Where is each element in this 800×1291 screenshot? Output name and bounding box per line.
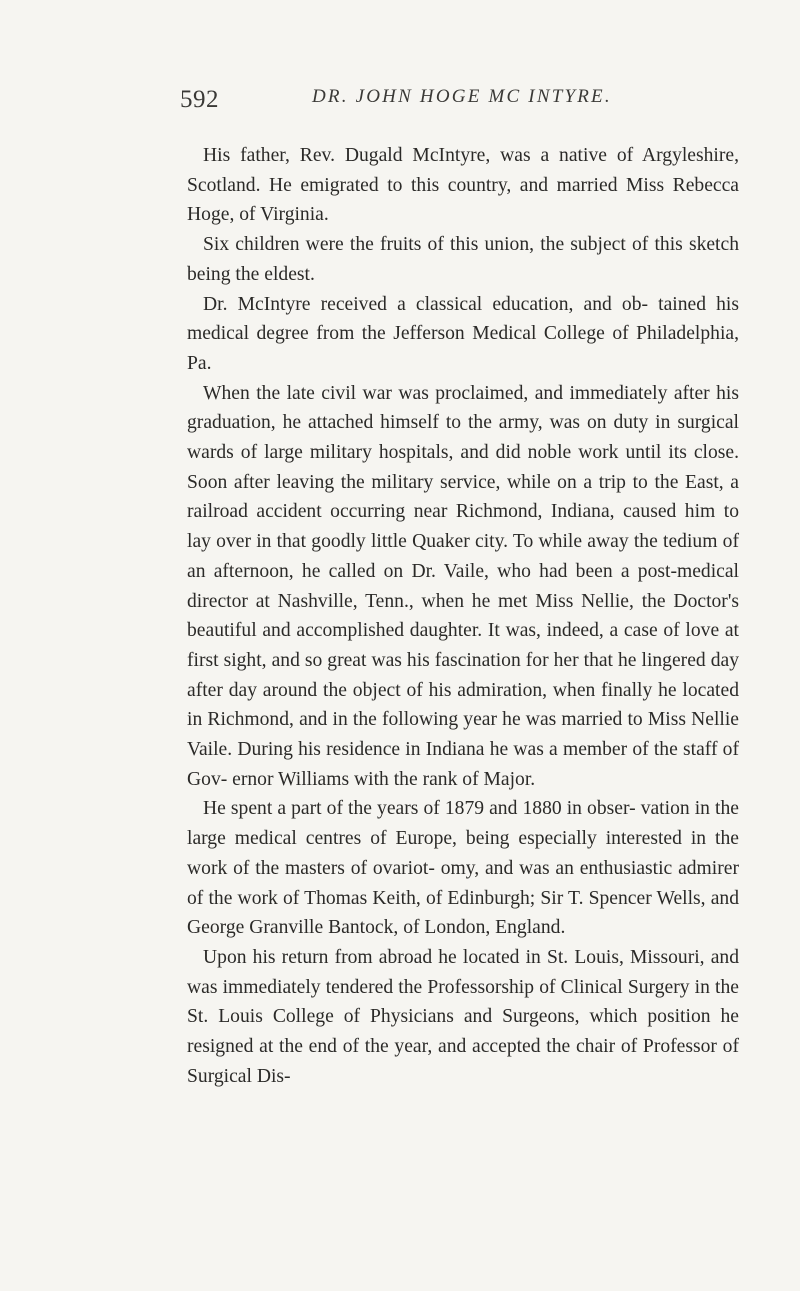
- paragraph-father: His father, Rev. Dugald McIntyre, was a native of Argyleshire, Scotland. He emigrated to this country, and married Miss Rebecca Hoge, of Virginia.: [187, 145, 739, 226]
- paragraph-education: Dr. McIntyre received a classical education, and ob- tained his medical degree from the Jefferson Medical College of Philadelphia, Pa.: [187, 293, 739, 374]
- body-text: [187, 141, 739, 1092]
- page-header: [180, 86, 740, 120]
- running-head: DR. JOHN HOGE MC INTYRE.: [312, 86, 612, 107]
- paragraph-children: Six children were the fruits of this union, the subject of this sketch being the eldest.: [187, 234, 739, 285]
- paragraph-europe: He spent a part of the years of 1879 and 1880 in obser- vation in the large medical centres of Europe, being especially interested in the work of the masters of ovariot- omy, and was an enthusiastic admirer of the work of Thomas Keith, of Edinburgh; Sir T. Spencer Wells, and George Granville Bantock, of London, England.: [187, 798, 739, 939]
- page-number: 592: [180, 86, 219, 113]
- paragraph-st-louis: Upon his return from abroad he located in St. Louis, Missouri, and was immediately tendered the Professorship of Clinical Surgery in the St. Louis College of Physicians and Surgeons, which position he resigned at the end of the year, and accepted the chair of Professor of Surgical Dis-: [187, 946, 739, 1087]
- paragraph-civil-war: When the late civil war was proclaimed, and immediately after his graduation, he attached himself to the army, was on duty in surgical wards of large military hospitals, and did noble work until its close. Soon after leaving the military service, while on a trip to the East, a railroad accident occurring near Richmond, Indiana, caused him to lay over in that goodly little Quaker city. To while away the tedium of an afternoon, he called on Dr. Vaile, who had been a post-medical director at Nashville, Tenn., when he met Miss Nellie, the Doctor's beautiful and accomplished daughter. It was, indeed, a case of love at first sight, and so great was his fascination for her that he lingered day after day around the object of his admiration, when finally he located in Richmond, and in the following year he was married to Miss Nellie Vaile. During his residence in Indiana he was a member of the staff of Gov- ernor Williams with the rank of Major.: [187, 382, 739, 790]
